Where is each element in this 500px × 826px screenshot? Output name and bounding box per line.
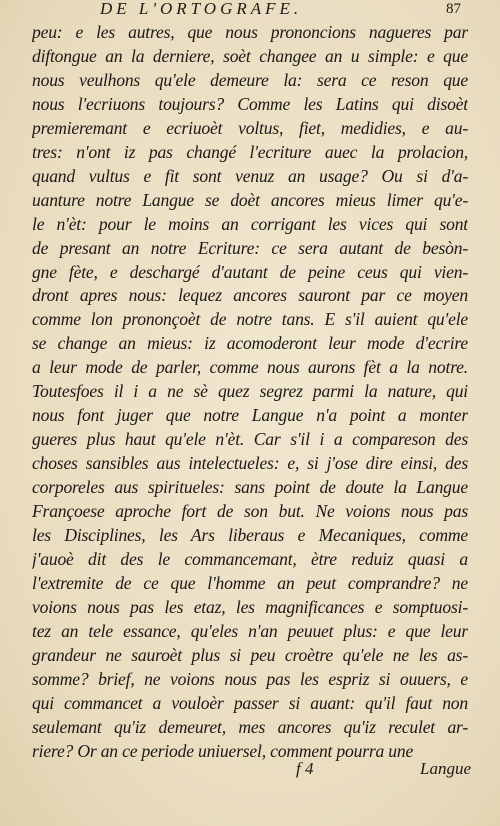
text-line: voions nous pas les etaz, les magnificances e somptuosi- <box>32 596 468 617</box>
text-line: l'extremite de ce que l'homme an peut comprandre? ne <box>32 572 468 593</box>
text-line: se change an mieus: iz acomoderont leur mode d'ecrire <box>32 333 468 354</box>
text-line: nous font juger que notre Langue n'a point a monter <box>32 405 468 426</box>
text-line: dront apres nous: lequez ancores sauront par ce moyen <box>32 285 468 306</box>
text-line: Toutesfoes il i a ne sè quez segrez parmi la nature, qui <box>32 381 468 402</box>
page-number: 87 <box>446 1 461 17</box>
text-line: choses sansibles aus intelectueles: e, si j'ose dire einsi, des <box>32 453 468 474</box>
text-line: j'auoè dit des le commancemant, ètre reduiz quasi a <box>32 548 468 569</box>
text-line: a leur mode de parler, comme nous aurons fèt a la notre. <box>32 357 468 378</box>
text-line: seulemant qu'iz demeuret, mes ancores qu'iz reculet ar- <box>32 716 468 737</box>
page-header <box>0 0 500 22</box>
text-line: quand vultus e fit sont venuz an usage? Ou si d'a- <box>32 165 468 186</box>
signature-mark: f 4 <box>296 759 314 778</box>
text-line: peu: e les autres, que nous prononcions nagueres par <box>32 22 468 42</box>
text-line: tres: n'ont iz pas changé l'ecriture auec la prolacion, <box>32 141 468 162</box>
text-line: les Disciplines, les Ars liberaus e Mecaniques, comme <box>32 524 468 545</box>
text-line: tez an tele essance, qu'eles n'an peuuet plus: e que leur <box>32 620 468 641</box>
text-line: de presant an notre Ecriture: ce sera autant de besòn- <box>32 237 468 258</box>
catchword: Langue <box>420 759 471 778</box>
text-line: Françoese aproche fort de son but. Ne voions nous pas <box>32 501 468 521</box>
page-footer <box>0 759 500 789</box>
running-head: DE L'ORTOGRAFE. <box>100 0 303 18</box>
text-line: corporeles aus spiritueles: sans point de doute la Langue <box>32 477 468 498</box>
text-line: comme lon prononçoèt de notre tans. E s'il auient qu'ele <box>32 309 468 330</box>
text-line: uanture notre Langue se doèt ancores mieus limer qu'e- <box>32 189 468 210</box>
text-line: nous l'ecriuons toujours? Comme les Latins qui disoèt <box>32 93 468 114</box>
text-line: gne fète, e deschargé d'autant de peine ceus qui vien- <box>32 261 468 282</box>
text-line: nous veulhons qu'ele demeure la: sera ce reson que <box>32 69 468 90</box>
text-line: somme? brief, ne voions nous pas les espriz si ouuers, e <box>32 668 468 689</box>
text-line: premieremant e ecriuoèt voltus, fiet, medidies, e au- <box>32 117 468 138</box>
text-line: diftongue an la derniere, soèt changee an u simple: e que <box>32 45 468 66</box>
text-line: qui commancet a vouloèr passer si auant: qu'il faut non <box>32 692 468 713</box>
text-line: grandeur ne sauroèt plus si peu croètre qu'ele ne les as- <box>32 644 468 665</box>
text-line: le n'èt: pour le moins an corrigant les vices qui sont <box>32 213 468 234</box>
text-line: riere? Or an ce periode uniuersel, comment pourra une <box>32 740 414 761</box>
text-line: gueres plus haut qu'ele n'èt. Car s'il i a compareson des <box>32 429 468 450</box>
